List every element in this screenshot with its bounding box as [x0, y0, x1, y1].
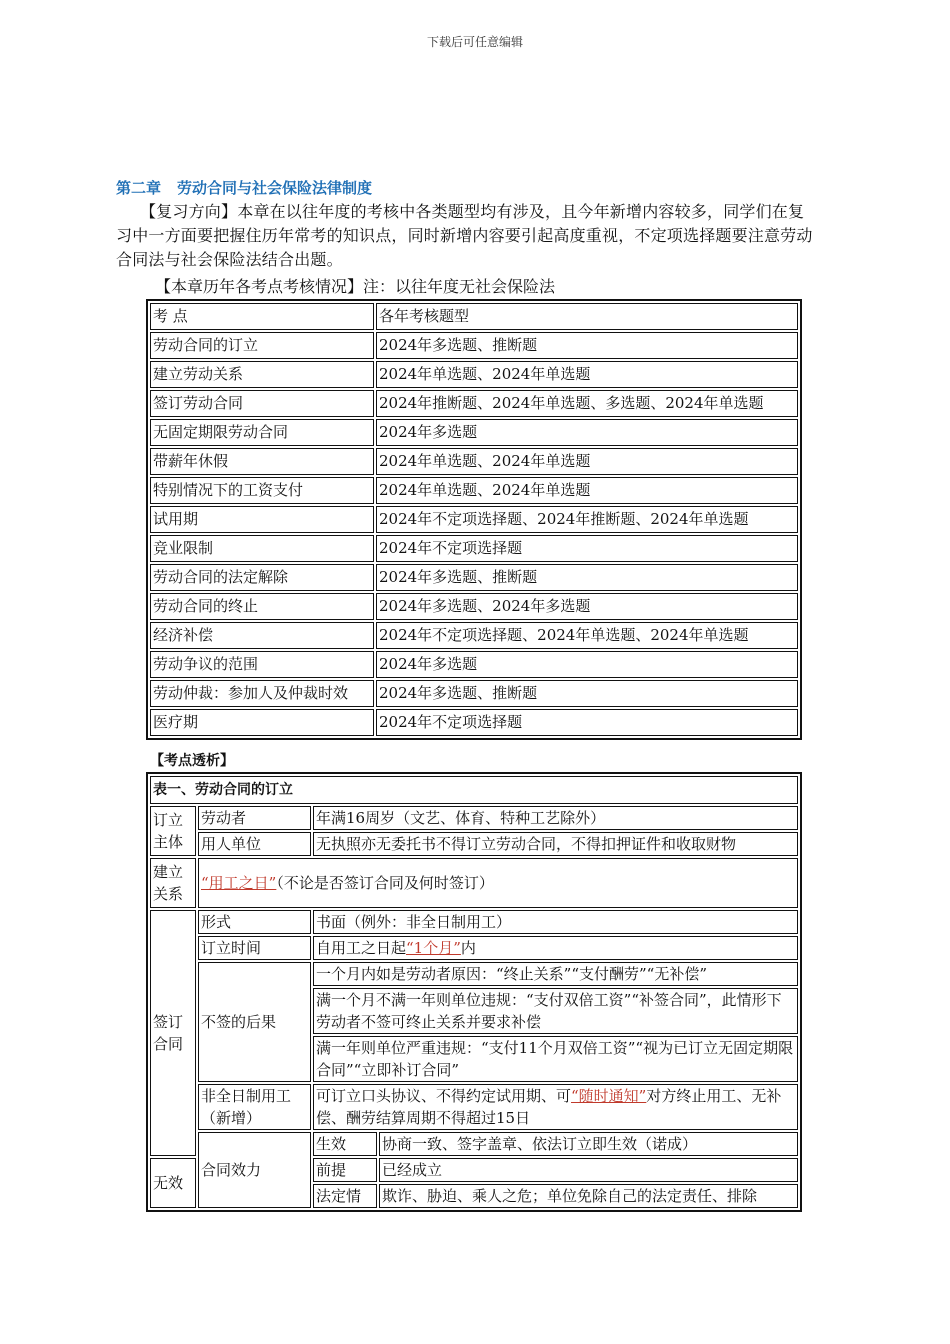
header-cell-types: 各年考核题型	[376, 303, 798, 330]
row-label-relation: 建立关系	[150, 858, 196, 908]
table-title: 表一、劳动合同的订立	[150, 776, 798, 804]
relation-note: （不论是否签订合同及何时签订）	[276, 874, 494, 892]
exam-types-cell: 2024年不定项选择题	[376, 709, 798, 736]
exam-types-cell: 2024年单选题、2024年单选题	[376, 477, 798, 504]
exam-types-cell: 2024年多选题	[376, 419, 798, 446]
row-label-validity: 合同效力	[198, 1132, 311, 1208]
table-row	[150, 535, 798, 562]
form-value: 书面（例外：非全日制用工）	[313, 910, 798, 934]
chapter-name: 劳动合同与社会保险法律制度	[177, 179, 373, 197]
relation-value	[198, 858, 798, 908]
exam-types-cell: 2024年多选题、推断题	[376, 680, 798, 707]
time-label: 订立时间	[198, 936, 311, 960]
topic-cell: 劳动争议的范围	[150, 651, 374, 678]
exam-table-heading: 【本章历年各考点考核情况】注：以往年度无社会保险法	[155, 277, 556, 296]
table-row	[150, 419, 798, 446]
time-prefix: 自用工之日起	[316, 939, 407, 957]
table-row	[150, 477, 798, 504]
parttime-value	[313, 1084, 798, 1130]
legal-value: 欺诈、胁迫、乘人之危；单位免除自己的法定责任、排除	[379, 1184, 798, 1208]
exam-types-cell: 2024年不定项选择题、2024年单选题、2024年单选题	[376, 622, 798, 649]
table-row	[150, 622, 798, 649]
employer-value: 无执照亦无委托书不得订立劳动合同，不得扣押证件和收取财物	[313, 832, 798, 856]
table-row	[150, 390, 798, 417]
topic-cell: 特别情况下的工资支付	[150, 477, 374, 504]
parttime-label: 非全日制用工（新增）	[198, 1084, 311, 1130]
row-label-signing: 签订合同	[150, 910, 196, 1156]
table-header-row	[150, 303, 798, 330]
exam-types-cell: 2024年单选题、2024年单选题	[376, 361, 798, 388]
effective-value: 协商一致、签字盖章、依法订立即生效（诺成）	[379, 1132, 798, 1156]
employer-label: 用人单位	[198, 832, 311, 856]
parttime-suffix: 对方终止用工、无补偿、酬劳结算周期不得超过15日	[316, 1087, 782, 1127]
invalid-label: 无效	[150, 1158, 196, 1208]
exam-types-cell: 2024年不定项选择题	[376, 535, 798, 562]
topic-cell: 签订劳动合同	[150, 390, 374, 417]
topic-cell: 劳动合同的订立	[150, 332, 374, 359]
consequence-item: 一个月内如是劳动者原因：“终止关系”“支付酬劳”“无补偿”	[313, 962, 798, 986]
effective-label: 生效	[313, 1132, 377, 1156]
topic-cell: 竞业限制	[150, 535, 374, 562]
table-row	[150, 361, 798, 388]
table-row	[150, 506, 798, 533]
notice-highlight: “随时通知”	[571, 1087, 647, 1105]
contract-formation-table	[146, 772, 802, 1212]
analysis-label: 【考点透析】	[150, 753, 234, 769]
time-value	[313, 936, 798, 960]
topic-cell: 建立劳动关系	[150, 361, 374, 388]
row-label-subject: 订立主体	[150, 806, 196, 856]
table-row	[150, 651, 798, 678]
exam-types-cell: 2024年多选题、推断题	[376, 564, 798, 591]
exam-types-cell: 2024年单选题、2024年单选题	[376, 448, 798, 475]
topic-cell: 劳动合同的法定解除	[150, 564, 374, 591]
exam-types-cell: 2024年多选题、2024年多选题	[376, 593, 798, 620]
legal-label: 法定情	[313, 1184, 377, 1208]
table-row	[150, 332, 798, 359]
table-row	[150, 564, 798, 591]
one-month-highlight: “1个月”	[406, 939, 461, 957]
worker-value: 年满16周岁（文艺、体育、特种工艺除外）	[313, 806, 798, 830]
chapter-number: 第二章	[116, 179, 162, 197]
topic-cell: 劳动合同的终止	[150, 593, 374, 620]
topic-cell: 劳动仲裁：参加人及仲裁时效	[150, 680, 374, 707]
intro-paragraph: 【复习方向】本章在以往年度的考核中各类题型均有涉及，且今年新增内容较多，同学们在复习中一方面要把握住历年常考的知识点，同时新增内容要引起高度重视，不定项选择题要注意劳动合同法与社会保险法结合出题。	[116, 202, 813, 269]
topic-cell: 带薪年休假	[150, 448, 374, 475]
chapter-title	[116, 177, 372, 198]
header-note: 下载后可任意编辑	[426, 35, 523, 49]
consequence-item: 满一个月不满一年则单位违规：“支付双倍工资”“补签合同”，此情形下劳动者不签可终止关系并要求补偿	[313, 988, 798, 1034]
consequence-label: 不签的后果	[198, 962, 311, 1082]
employment-date-highlight: “用工之日”	[201, 874, 277, 892]
consequence-item: 满一年则单位严重违规：“支付11个月双倍工资”“视为已订立无固定期限合同”“立即补订合同”	[313, 1036, 798, 1082]
parttime-prefix: 可订立口头协议、不得约定试用期、可	[316, 1087, 572, 1105]
topic-cell: 试用期	[150, 506, 374, 533]
table-row	[150, 709, 798, 736]
table-row	[150, 448, 798, 475]
exam-types-cell: 2024年多选题	[376, 651, 798, 678]
exam-types-cell: 2024年多选题、推断题	[376, 332, 798, 359]
exam-types-cell: 2024年推断题、2024年单选题、多选题、2024年单选题	[376, 390, 798, 417]
premise-label: 前提	[313, 1158, 377, 1182]
topic-cell: 无固定期限劳动合同	[150, 419, 374, 446]
header-cell-topic: 考 点	[150, 303, 374, 330]
table-row	[150, 593, 798, 620]
topic-cell: 医疗期	[150, 709, 374, 736]
topic-cell: 经济补偿	[150, 622, 374, 649]
worker-label: 劳动者	[198, 806, 311, 830]
premise-value: 已经成立	[379, 1158, 798, 1182]
table-row	[150, 680, 798, 707]
exam-history-table	[146, 299, 802, 740]
form-label: 形式	[198, 910, 311, 934]
exam-types-cell: 2024年不定项选择题、2024年推断题、2024年单选题	[376, 506, 798, 533]
time-suffix: 内	[460, 939, 476, 957]
